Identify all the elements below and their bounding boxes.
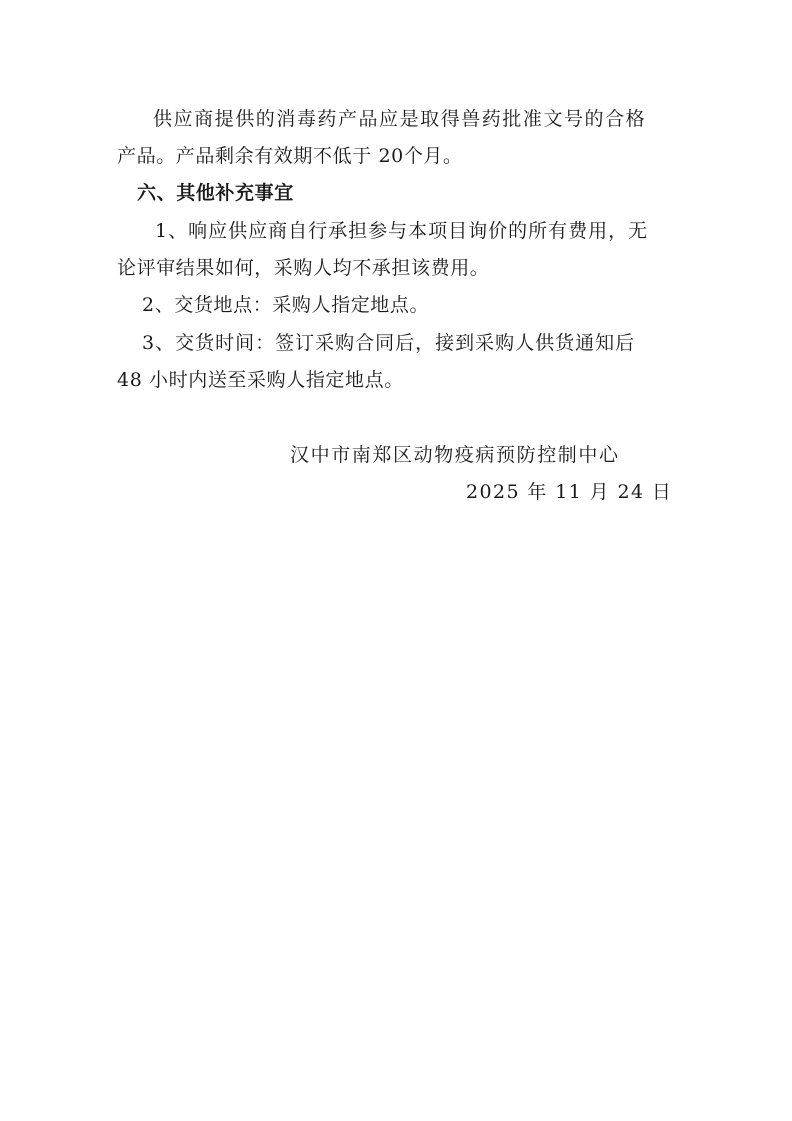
list-item-line: 1、响应供应商自行承担参与本项目询价的所有费用，无 bbox=[155, 220, 649, 242]
section-heading: 六、其他补充事宜 bbox=[137, 182, 294, 204]
signature-organization: 汉中市南郑区动物疫病预防控制中心 bbox=[290, 444, 620, 466]
signature-date: 2025 年 11 月 24 日 bbox=[466, 481, 673, 503]
list-item-line: 3、交货时间：签订采购合同后，接到采购人供货通知后 bbox=[142, 332, 636, 354]
list-item-line: 2、交货地点：采购人指定地点。 bbox=[142, 294, 430, 316]
list-item-line: 论评审结果如何，采购人均不承担该费用。 bbox=[117, 257, 490, 279]
body-paragraph-line: 产品。产品剩余有效期不低于 20个月。 bbox=[117, 145, 463, 167]
body-paragraph-line: 供应商提供的消毒药产品应是取得兽药批准文号的合格 bbox=[153, 108, 647, 130]
list-item-line: 48 小时内送至采购人指定地点。 bbox=[117, 369, 404, 391]
